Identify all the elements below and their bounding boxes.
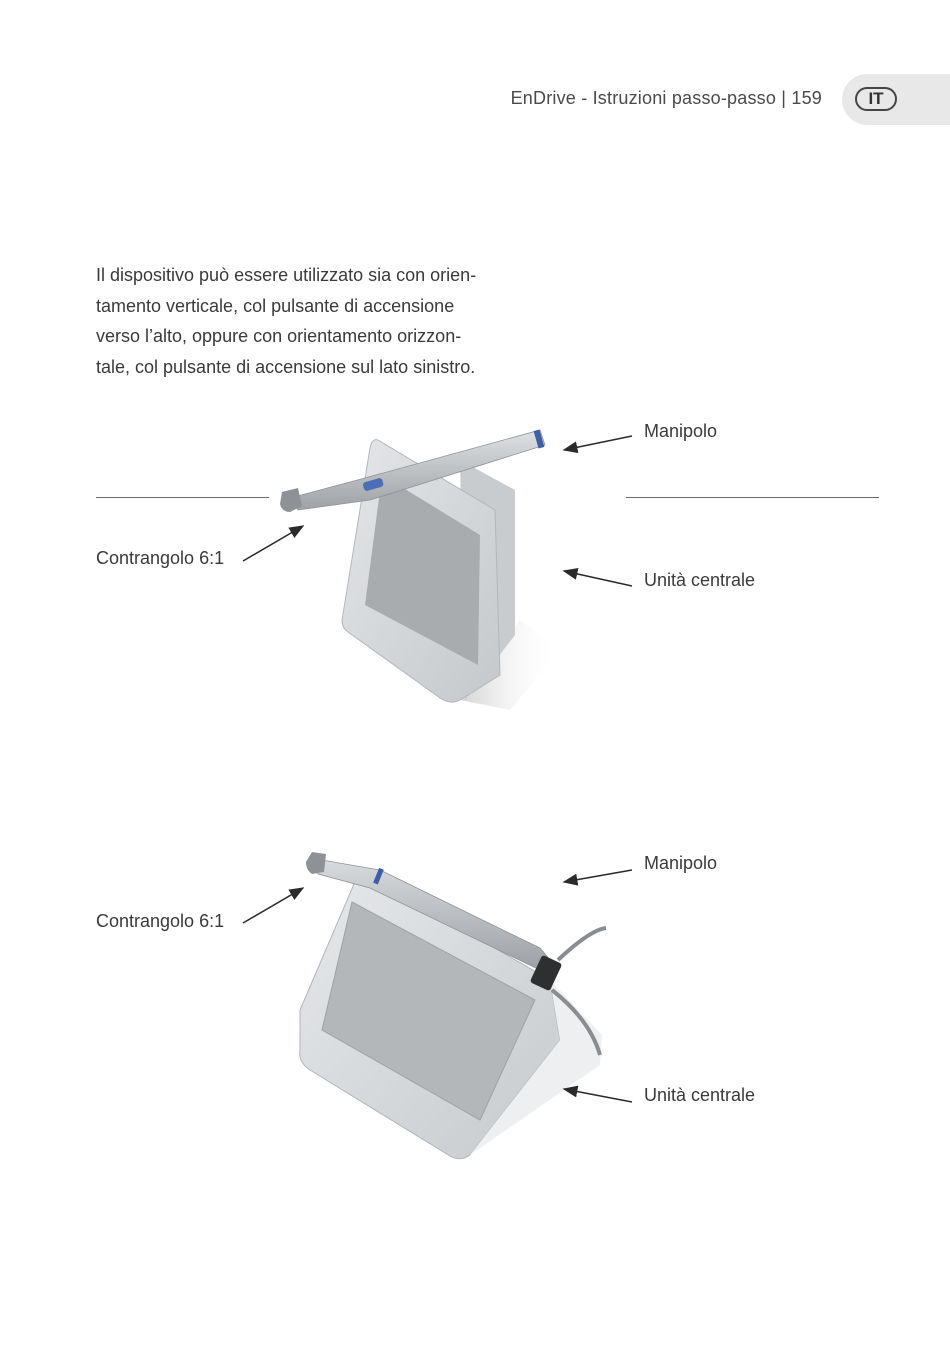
arrow-control-unit-1 [564, 571, 632, 586]
label-contra-angle-horizontal: Contrangolo 6:1 [96, 911, 225, 931]
label-handpiece-horizontal: Manipolo [644, 853, 718, 873]
label-control-unit-vertical: Unità centrale [644, 570, 756, 590]
label-control-unit-horizontal: Unità centrale [644, 1085, 756, 1105]
intro-line: tamento verticale, col pulsante di accensione [96, 295, 455, 316]
intro-line: Il dispositivo può essere utilizzato sia con orien- [96, 265, 477, 285]
arrow-handpiece-2 [564, 870, 632, 882]
language-badge: IT [855, 87, 897, 111]
label-contra-angle-vertical: Contrangolo 6:1 [96, 548, 225, 568]
arrow-handpiece-1 [564, 436, 632, 450]
arrow-contra-angle-1 [243, 526, 303, 561]
running-header: EnDrive - Istruzioni passo-passo | 159 [510, 88, 822, 108]
intro-line: tale, col pulsante di accensione sul lato sinistro. [96, 356, 476, 377]
arrow-control-unit-2 [564, 1089, 632, 1102]
arrow-contra-angle-2 [243, 888, 303, 923]
label-handpiece-vertical: Manipolo [644, 421, 718, 441]
intro-line: verso l’alto, oppure con orientamento orizzon- [96, 326, 462, 346]
